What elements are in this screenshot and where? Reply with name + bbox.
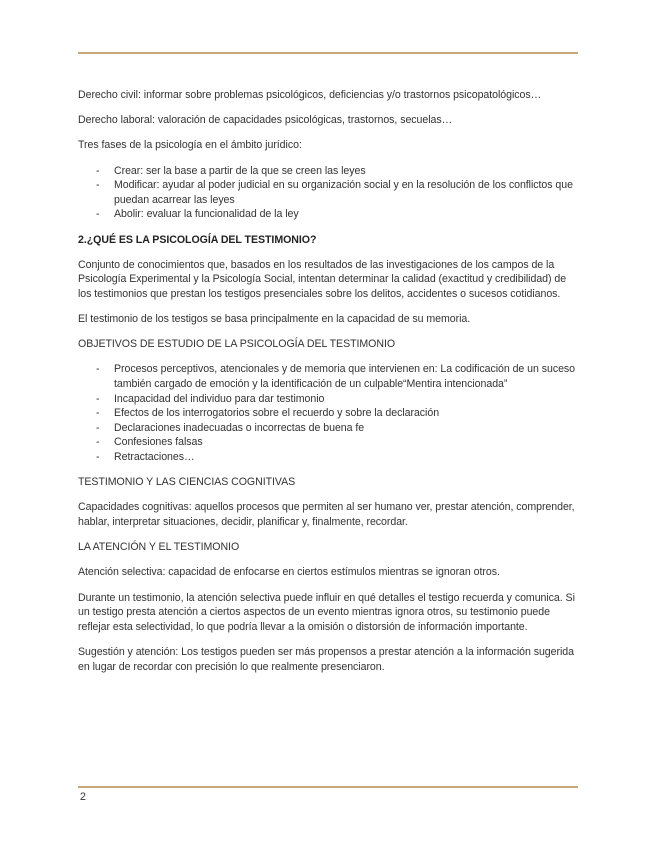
list-item: - Confesiones falsas	[96, 436, 203, 449]
list-item: - Abolir: evaluar la funcionalidad de la ley	[96, 208, 299, 221]
subheading-ciencias-cognitivas: TESTIMONIO Y LAS CIENCIAS COGNITIVAS	[78, 476, 296, 489]
header-rule	[78, 52, 578, 54]
list-item: - Procesos perceptivos, atencionales y de memoria que intervienen en: La codificación de un suceso también cargado de emoción y la identificación de un culpable“Mentira intencionada”	[96, 363, 576, 391]
list-item: - Declaraciones inadecuadas o incorrectas de buena fe	[96, 421, 365, 434]
phases-list	[78, 164, 580, 222]
paragraph-atencion-selectiva: Atención selectiva: capacidad de enfocarse en ciertos estímulos mientras se ignoran otros.	[78, 566, 500, 579]
document-body	[78, 88, 580, 685]
paragraph-tres-fases: Tres fases de la psicología en el ámbito jurídico:	[78, 139, 302, 152]
list-item: - Crear: ser la base a partir de la que se creen las leyes	[96, 164, 366, 177]
page-number: 2	[80, 791, 86, 803]
footer-rule	[78, 786, 578, 788]
paragraph-conjunto: Conjunto de conocimientos que, basados en los resultados de las investigaciones de los campos de la Psicología Experimental y la Psicología Social, intentan determinar la calidad (exactitud y credibilidad) de los testimonios que prestan los testigos presenciales sobre los delitos, accidentes o sucesos cotidianos.	[78, 258, 567, 300]
paragraph-memoria: El testimonio de los testigos se basa principalmente en la capacidad de su memoria.	[78, 313, 471, 326]
subheading-atencion: LA ATENCIÓN Y EL TESTIMONIO	[78, 541, 240, 554]
list-item: - Incapacidad del individuo para dar testimonio	[96, 392, 325, 405]
list-item: - Modificar: ayudar al poder judicial en su organización social y en la resolución de los conflictos que puedan acarrear las leyes	[96, 179, 573, 206]
section-heading: 2.¿QUÉ ES LA PSICOLOGÍA DEL TESTIMONIO?	[78, 233, 317, 246]
paragraph-durante-testimonio: Durante un testimonio, la atención selectiva puede influir en qué detalles el testigo recuerda y comunica. Si un testigo presta atención a ciertos aspectos de un evento mientras ignora otros, su testimonio puede reflejar esta selectividad, lo que podría llevar a la omisión o distorsión de información importante.	[78, 591, 575, 633]
list-item: - Efectos de los interrogatorios sobre el recuerdo y sobre la declaración	[96, 407, 440, 420]
subheading-objetivos: OBJETIVOS DE ESTUDIO DE LA PSICOLOGÍA DEL TESTIMONIO	[78, 338, 396, 351]
paragraph-capacidades: Capacidades cognitivas: aquellos procesos que permiten al ser humano ver, prestar atención, comprender, hablar, interpretar situaciones, decidir, planificar y, finalmente, recordar.	[78, 501, 575, 528]
paragraph-derecho-civil: Derecho civil: informar sobre problemas psicológicos, deficiencias y/o trastornos psicopatológicos…	[78, 89, 542, 101]
paragraph-derecho-laboral: Derecho laboral: valoración de capacidades psicológicas, trastornos, secuelas…	[78, 114, 453, 127]
list-item: - Retractaciones…	[96, 451, 195, 464]
objectives-list	[78, 362, 580, 464]
paragraph-sugestion: Sugestión y atención: Los testigos pueden ser más propensos a prestar atención a la información sugerida en lugar de recordar con precisión lo que realmente presenciaron.	[78, 645, 574, 673]
